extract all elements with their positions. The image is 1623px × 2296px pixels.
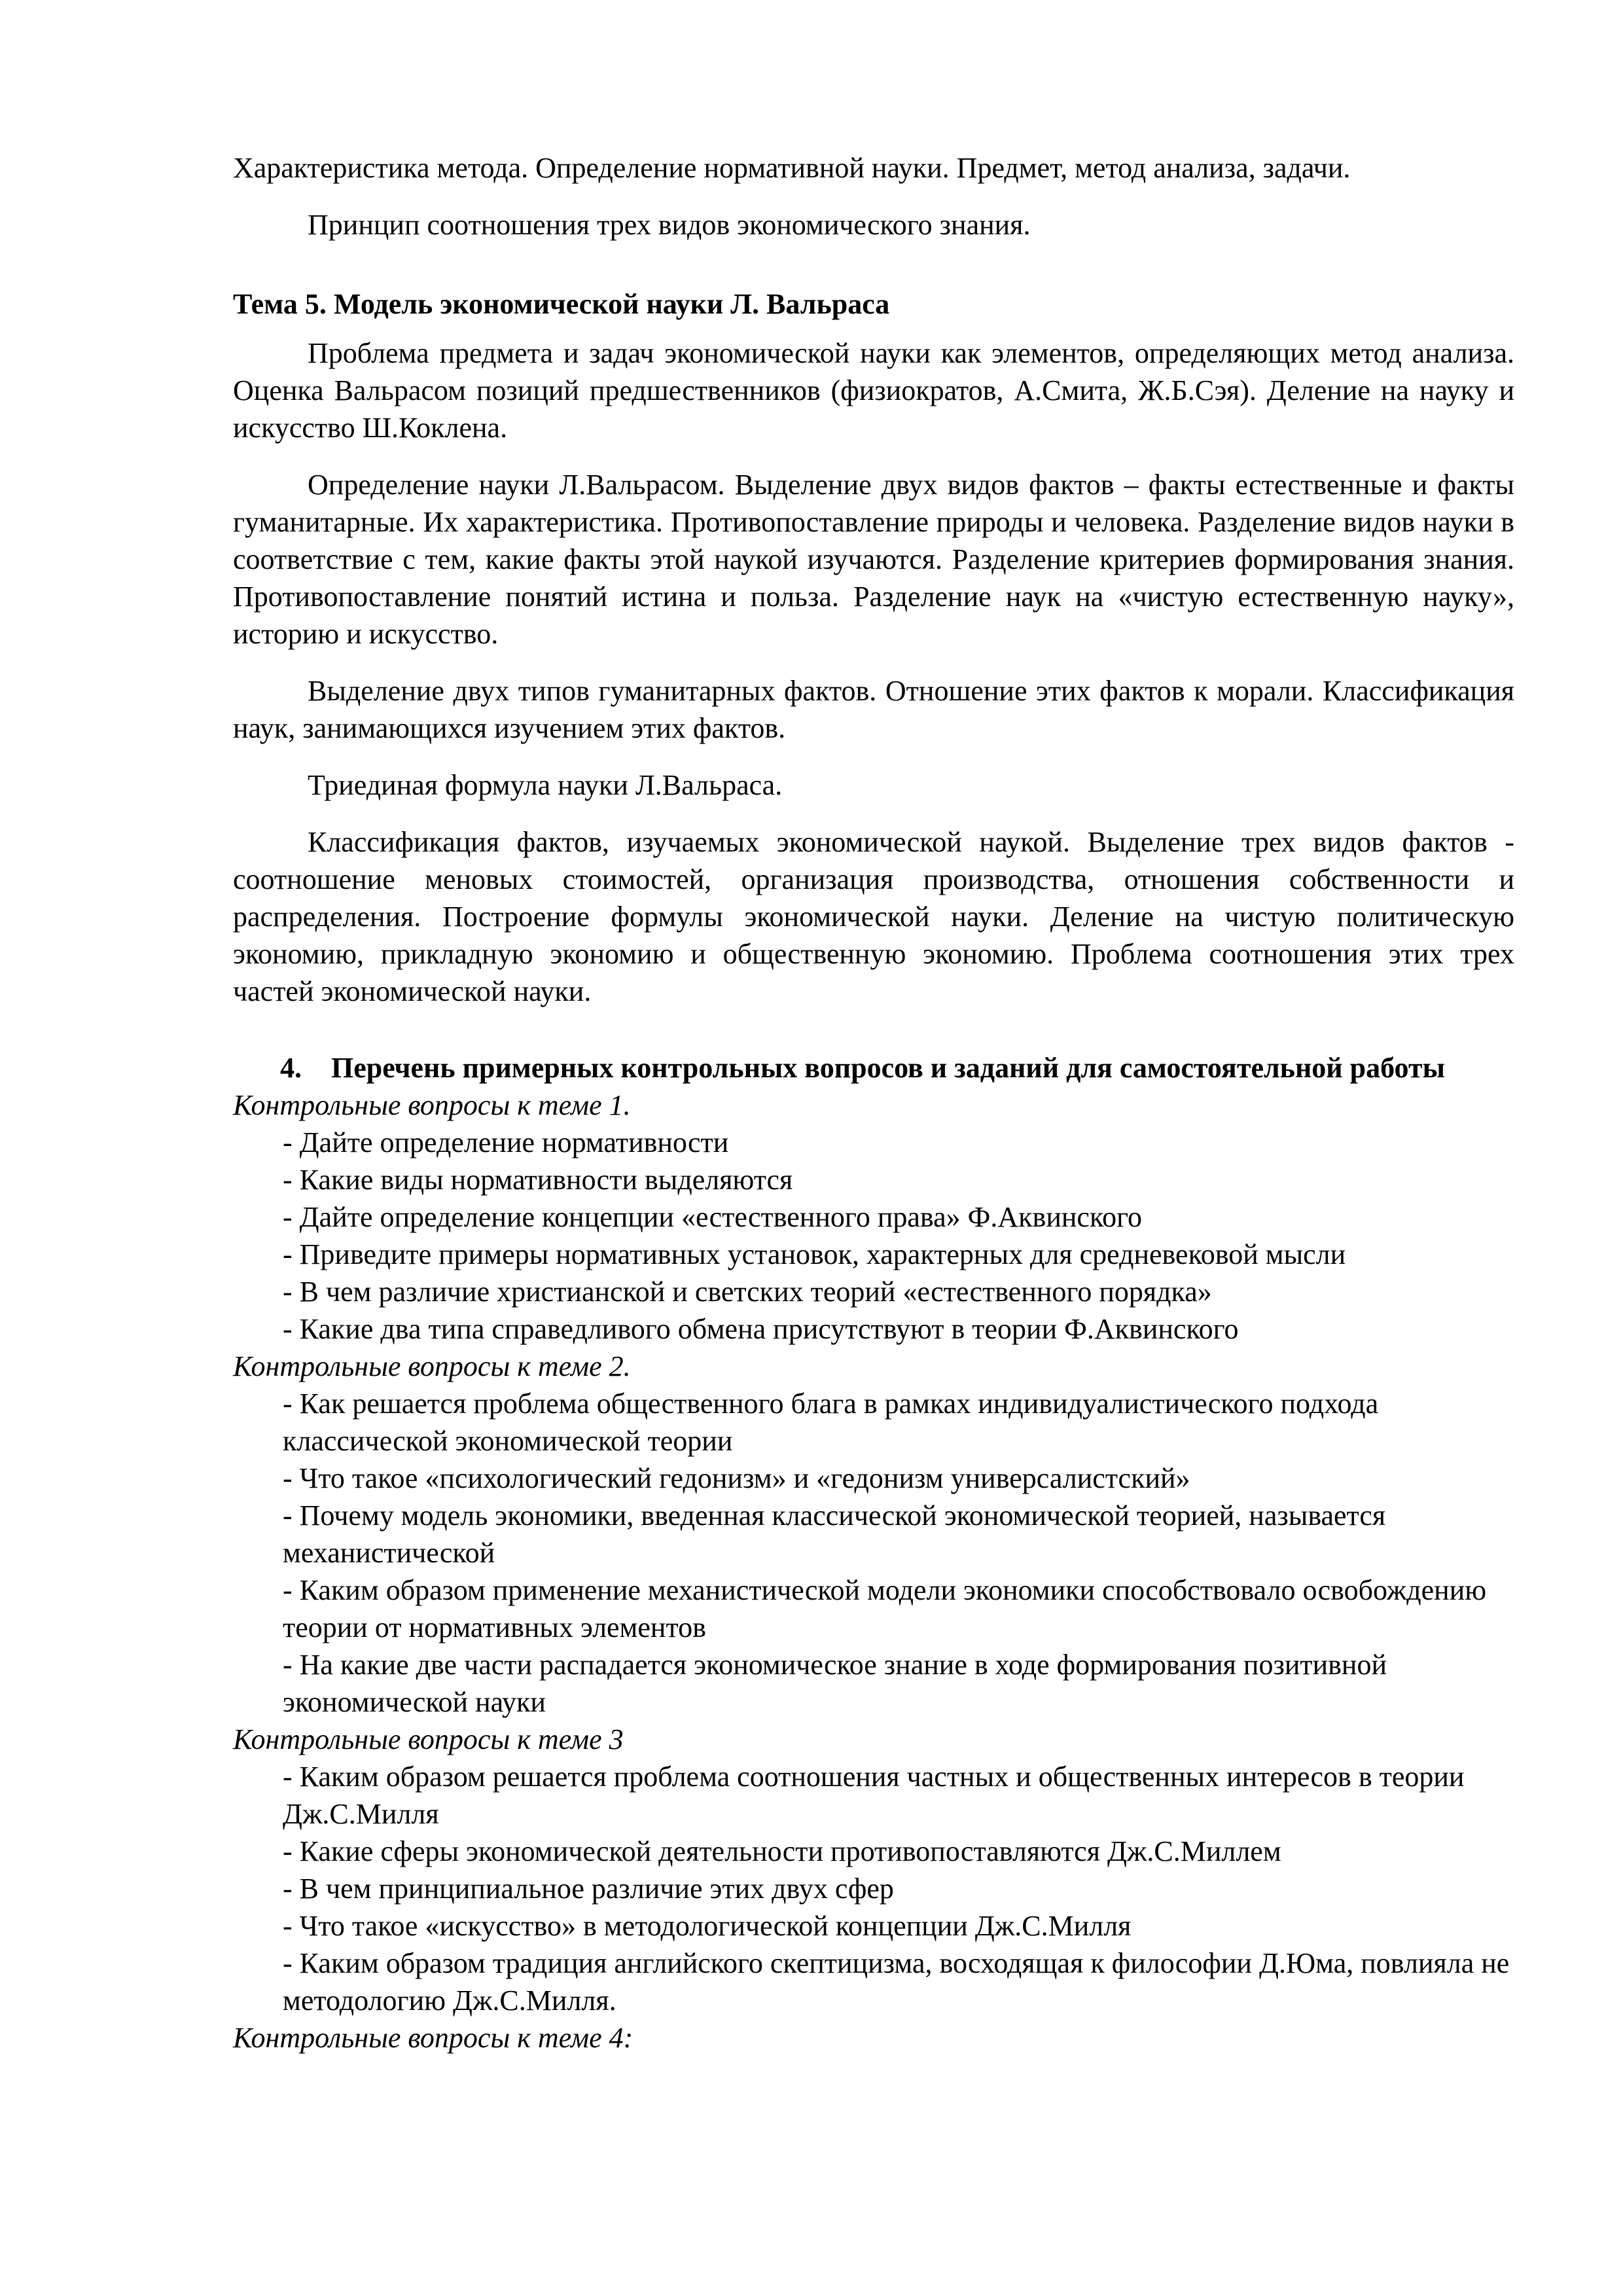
topic-5-paragraph-5: Классификация фактов, изучаемых экономической наукой. Выделение трех видов фактов - соотношение меновых стоимостей, организация производства, отношения собственности и распределения. Построение формулы экономической науки. Деление на чистую политическую экономию, прикладную экономию и общественную экономию. Проблема соотношения этих трех частей экономической науки. <box>233 826 1514 1007</box>
principle-paragraph: Принцип соотношения трех видов экономического знания. <box>308 209 1031 241</box>
list-item: - Какие два типа справедливого обмена присутствуют в теории Ф.Аквинского <box>283 1313 1239 1345</box>
list-item: - В чем принципиальное различие этих двух сфер <box>283 1873 894 1905</box>
list-item: - Каким образом традиция английского скептицизма, восходящая к философии Д.Юма, повлияла не методологию Дж.С.Милля. <box>283 1947 1510 2017</box>
topic-5-paragraph-3: Выделение двух типов гуманитарных фактов. Отношение этих фактов к морали. Классификация наук, занимающихся изучением этих фактов. <box>233 675 1514 744</box>
list-item: - Почему модель экономики, введенная классической экономической теорией, называется механистической <box>283 1499 1386 1569</box>
list-item: - Какие виды нормативности выделяются <box>283 1164 793 1196</box>
section-4-number: 4. <box>280 1052 302 1084</box>
questions-topic-2-list <box>233 1385 1514 1721</box>
section-4-heading <box>233 1049 1514 1086</box>
questions-topic-3-heading: Контрольные вопросы к теме 3 <box>233 1723 624 1755</box>
section-4-title: Перечень примерных контрольных вопросов и заданий для самостоятельной работы <box>331 1052 1445 1084</box>
list-item: - Приведите примеры нормативных установок, характерных для средневековой мысли <box>283 1238 1346 1270</box>
list-item: - Каким образом применение механистической модели экономики способствовало освобождению теории от нормативных элементов <box>283 1574 1487 1643</box>
list-item: - Дайте определение концепции «естественного права» Ф.Аквинского <box>283 1201 1143 1233</box>
questions-topic-1-heading: Контрольные вопросы к теме 1. <box>233 1089 631 1121</box>
questions-topic-1-list <box>233 1124 1514 1348</box>
questions-topic-3-list <box>233 1758 1514 2019</box>
list-item: - Что такое «психологический гедонизм» и «гедонизм универсалистский» <box>283 1462 1190 1494</box>
topic-5-paragraph-4: Триединая формула науки Л.Вальраса. <box>308 769 783 801</box>
questions-topic-4-heading: Контрольные вопросы к теме 4: <box>233 2022 633 2054</box>
list-item: - Дайте определение нормативности <box>283 1126 729 1158</box>
page-content <box>233 149 1514 2056</box>
topic-5-paragraph-2: Определение науки Л.Вальрасом. Выделение двух видов фактов – факты естественные и факты гуманитарные. Их характеристика. Противопоставление природы и человека. Разделение видов науки в соответствие с тем, какие факты этой наукой изучаются. Разделение критериев формирования знания. Противопоставление понятий истина и польза. Разделение наук на «чистую естественную науку», историю и искусство. <box>233 469 1514 650</box>
topic-5-heading: Тема 5. Модель экономической науки Л. Вальраса <box>233 288 890 320</box>
list-item: - В чем различие христианской и светских теорий «естественного порядка» <box>283 1276 1212 1308</box>
list-item: - На какие две части распадается экономическое знание в ходе формирования позитивной экономической науки <box>283 1649 1387 1718</box>
continuation-paragraph: Характеристика метода. Определение нормативной науки. Предмет, метод анализа, задачи. <box>233 152 1351 184</box>
list-item: - Какие сферы экономической деятельности противопоставляются Дж.С.Миллем <box>283 1835 1281 1867</box>
questions-topic-2-heading: Контрольные вопросы к теме 2. <box>233 1350 631 1382</box>
list-item: - Как решается проблема общественного блага в рамках индивидуалистического подхода классической экономической теории <box>283 1388 1379 1457</box>
list-item: - Каким образом решается проблема соотношения частных и общественных интересов в теории Дж.С.Милля <box>283 1761 1465 1830</box>
topic-5-paragraph-1: Проблема предмета и задач экономической науки как элементов, определяющих метод анализа. Оценка Вальрасом позиций предшественников (физиократов, А.Смита, Ж.Б.Сэя). Деление на науку и искусство Ш.Коклена. <box>233 337 1514 444</box>
list-item: - Что такое «искусство» в методологической концепции Дж.С.Милля <box>283 1910 1132 1942</box>
